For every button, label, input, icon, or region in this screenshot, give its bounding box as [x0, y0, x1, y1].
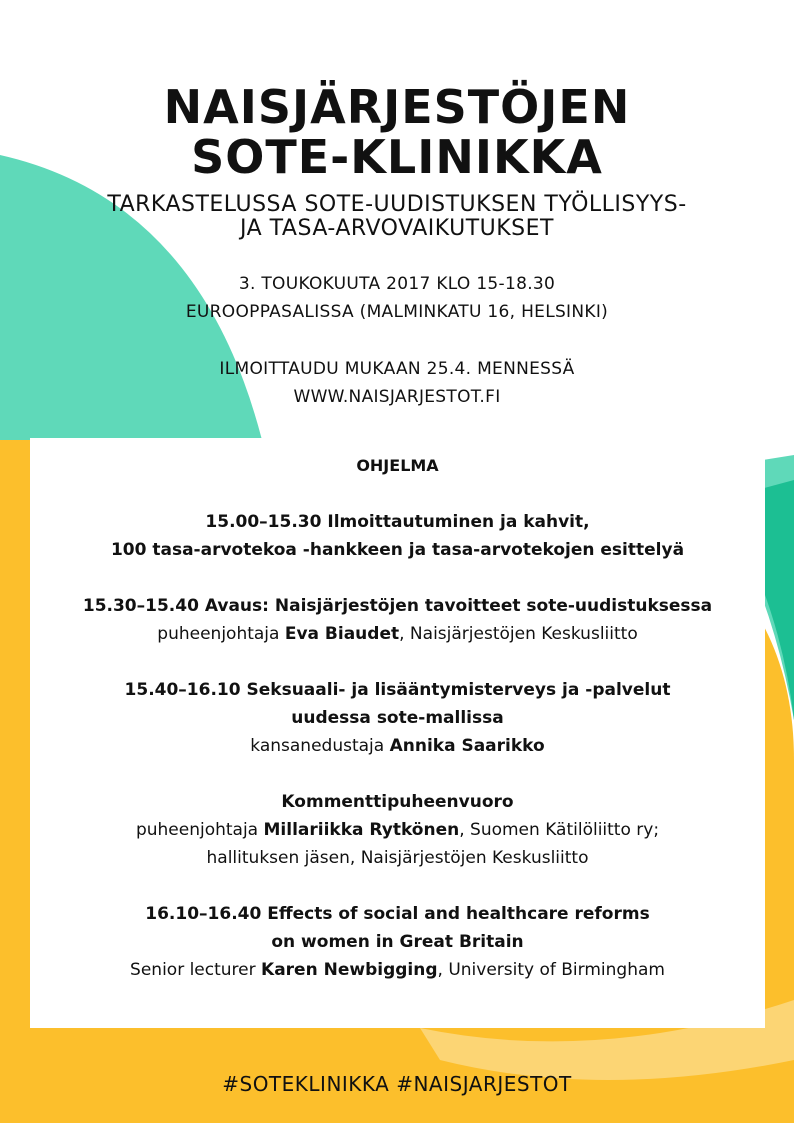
speaker-org: , Naisjärjestöjen Keskusliitto: [399, 624, 638, 644]
page-title: [0, 82, 794, 182]
program-item-speaker: [30, 620, 765, 648]
title-line-2: SOTE-KLINIKKA: [191, 130, 603, 184]
program-item: [30, 900, 765, 984]
program-item: [30, 676, 765, 760]
program-item: [30, 508, 765, 564]
program-item-title: 100 tasa-arvotekoa -hankkeen ja tasa-arvotekojen esittelyä: [110, 540, 685, 560]
speaker-name: Karen Newbigging: [261, 960, 438, 980]
title-line-1: NAISJÄRJESTÖJEN: [163, 80, 631, 134]
program-item-title: 15.00–15.30 Ilmoittautuminen ja kahvit,: [205, 512, 590, 532]
program-item-title: uudessa sote-mallissa: [291, 708, 504, 728]
program-item-title: 15.40–16.10 Seksuaali- ja lisääntymisterveys ja -palvelut: [124, 680, 671, 700]
program-item-speaker: [30, 732, 765, 760]
speaker-role: kansanedustaja: [250, 736, 390, 756]
program-item-title: on women in Great Britain: [271, 932, 524, 952]
hashtags: #SOTEKLINIKKA #NAISJARJESTOT: [222, 1072, 572, 1096]
program-item: [30, 788, 765, 872]
registration-deadline: ILMOITTAUDU MUKAAN 25.4. MENNESSÄ: [219, 359, 575, 379]
program-item-speaker: [30, 816, 765, 844]
page-subtitle: [0, 193, 794, 241]
speaker-extra-role: hallituksen jäsen, Naisjärjestöjen Keskusliitto: [206, 848, 589, 868]
event-date: 3. TOUKOKUUTA 2017 KLO 15-18.30: [238, 274, 556, 294]
program-item-title: 15.30–15.40 Avaus: Naisjärjestöjen tavoitteet sote-uudistuksessa: [82, 596, 713, 616]
speaker-org: , University of Birmingham: [437, 960, 665, 980]
program-card: [30, 438, 765, 1028]
program-item-title: Kommenttipuheenvuoro: [281, 792, 514, 812]
subtitle-line-1: TARKASTELUSSA SOTE-UUDISTUKSEN TYÖLLISYYS-: [107, 192, 687, 217]
program-item-speaker: [30, 956, 765, 984]
subtitle-line-2: JA TASA-ARVOVAIKUTUKSET: [240, 216, 554, 241]
registration-info: [0, 355, 794, 411]
speaker-name: Eva Biaudet: [284, 624, 400, 644]
program-item-title: 16.10–16.40 Effects of social and healthcare reforms: [145, 904, 650, 924]
event-venue: EUROOPPASALISSA (MALMINKATU 16, HELSINKI): [185, 302, 609, 322]
program-heading: OHJELMA: [356, 456, 439, 475]
website-link[interactable]: WWW.NAISJARJESTOT.FI: [293, 387, 501, 407]
event-details: [0, 270, 794, 326]
speaker-role: puheenjohtaja: [135, 820, 264, 840]
speaker-name: Millariikka Rytkönen: [263, 820, 460, 840]
program-item: [30, 592, 765, 648]
speaker-org: , Suomen Kätilöliitto ry;: [459, 820, 660, 840]
speaker-role: Senior lecturer: [130, 960, 262, 980]
speaker-role: puheenjohtaja: [157, 624, 285, 644]
speaker-name: Annika Saarikko: [389, 736, 545, 756]
